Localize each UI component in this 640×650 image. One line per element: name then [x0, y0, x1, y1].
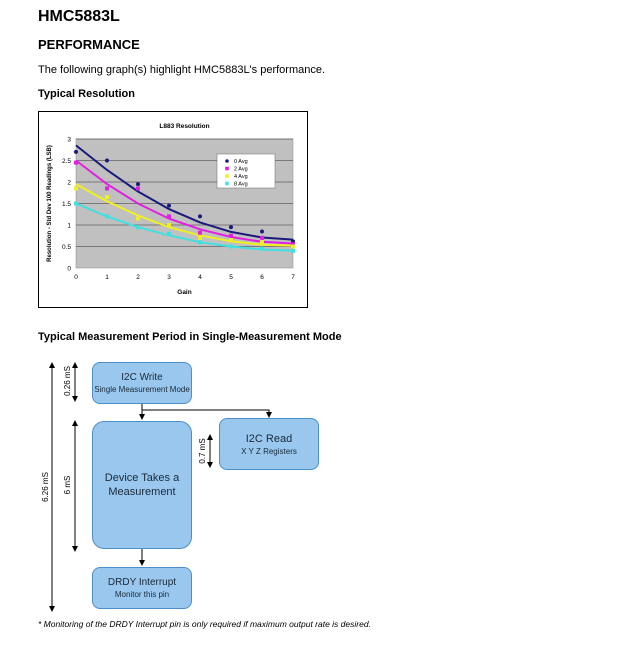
i2c-read-block [219, 418, 319, 470]
data-point [167, 232, 171, 236]
legend-label: 2 Avg [234, 166, 248, 173]
data-point [229, 234, 233, 238]
data-point [167, 204, 171, 208]
x-axis-label: Gain [177, 289, 192, 296]
legend-marker [225, 159, 229, 163]
data-point [74, 150, 78, 154]
x-tick-label: 5 [229, 274, 233, 281]
data-point [291, 249, 295, 253]
data-point [260, 247, 264, 251]
data-point [167, 214, 171, 218]
data-point [198, 240, 202, 244]
data-point [136, 182, 140, 186]
chart-title: L883 Resolution [159, 123, 210, 130]
data-point [136, 186, 140, 190]
intro-text: The following graph(s) highlight HMC5883L's performance. [38, 64, 326, 76]
drdy-interrupt-block [92, 567, 192, 609]
x-tick-label: 2 [136, 274, 140, 281]
legend-label: 4 Avg [234, 174, 248, 180]
device-measurement-title: Device Takes a Measurement [104, 472, 180, 498]
data-point [105, 186, 109, 190]
y-tick-label: 3 [67, 136, 71, 144]
legend-marker [225, 174, 229, 178]
data-point [105, 159, 109, 163]
resolution-heading: Typical Resolution [38, 88, 135, 100]
x-tick-label: 4 [198, 274, 202, 281]
i2c-write-title: I2C Write [121, 372, 163, 383]
resolution-chart [38, 111, 308, 308]
legend-label: 0 Avg [234, 159, 248, 165]
drdy-interrupt-subtitle: Monitor this pin [114, 590, 170, 599]
data-point [260, 240, 264, 244]
y-tick-label: 0.5 [61, 244, 71, 251]
data-point [229, 238, 233, 242]
data-point [74, 202, 78, 206]
section-title: PERFORMANCE [38, 37, 140, 52]
data-point [198, 214, 202, 218]
data-point [74, 186, 78, 190]
data-point [136, 217, 140, 221]
data-point [260, 236, 264, 240]
y-tick-label: 1.5 [61, 201, 71, 208]
write-to-read-arrow [142, 410, 269, 417]
data-point [291, 245, 295, 249]
device-measurement-block [92, 421, 192, 549]
data-point [167, 223, 171, 227]
y-tick-label: 1 [67, 222, 71, 230]
legend-marker [225, 167, 229, 171]
footnote: * Monitoring of the DRDY Interrupt pin is only required if maximum output rate is desired. [38, 619, 371, 629]
x-tick-label: 0 [74, 274, 78, 281]
i2c-read-subtitle: X Y Z Registers [241, 446, 297, 456]
measure-period-label: 6 mS [63, 475, 72, 495]
data-point [260, 229, 264, 233]
legend-marker [225, 182, 229, 186]
document-title: HMC5883L [38, 8, 120, 25]
measurement-heading: Typical Measurement Period in Single-Measurement Mode [38, 331, 342, 343]
x-tick-label: 6 [260, 274, 264, 281]
x-tick-label: 3 [167, 274, 171, 281]
drdy-interrupt-title: DRDY Interrupt [107, 577, 177, 588]
data-point [105, 214, 109, 218]
total-period-label: 6.26 mS [41, 472, 50, 502]
x-tick-label: 1 [105, 274, 109, 281]
x-tick-label: 7 [291, 274, 295, 281]
y-tick-label: 2.5 [61, 158, 71, 165]
write-period-label: 0.26 mS [63, 366, 72, 396]
data-point [136, 225, 140, 229]
i2c-write-block [92, 362, 192, 404]
data-point [229, 225, 233, 229]
data-point [229, 245, 233, 249]
i2c-write-subtitle: Single Measurement Mode [94, 385, 190, 394]
y-tick-label: 2 [67, 179, 71, 187]
data-point [105, 195, 109, 199]
i2c-read-title: I2C Read [245, 432, 293, 445]
y-axis-label: Resolution - Std Dev 100 Readings (LSB) [47, 145, 53, 262]
data-point [198, 231, 202, 235]
legend-label: 8 Avg [234, 181, 248, 188]
resolution-chart-svg [39, 112, 307, 307]
data-point [74, 161, 78, 165]
y-tick-label: 0 [67, 265, 71, 273]
read-period-label: 0.7 mS [198, 438, 207, 464]
data-point [198, 236, 202, 240]
